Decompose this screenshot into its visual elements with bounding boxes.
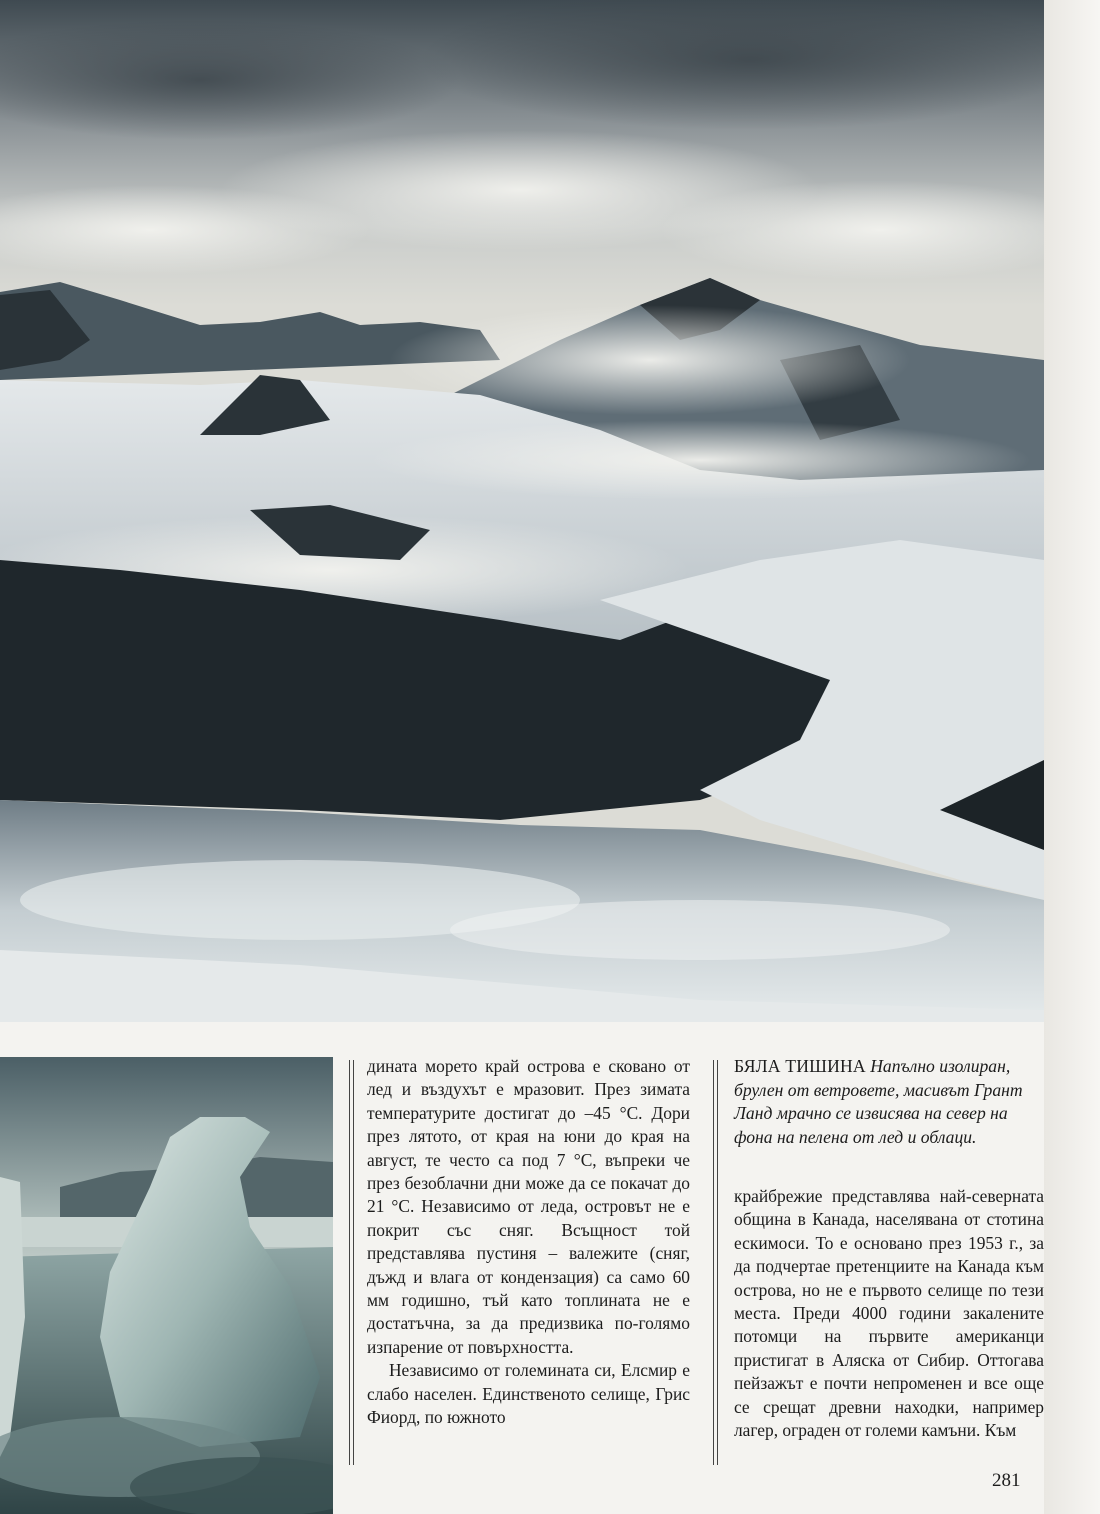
caption-text: Напълно изолиран, брулен от ветровете, масивът Грант Ланд мрачно се извисява на север на фона на пелена от лед и облаци. — [734, 1056, 1023, 1147]
column-rule — [713, 1060, 714, 1465]
column-rule — [717, 1060, 718, 1465]
column-rule — [349, 1060, 350, 1465]
iceberg-photograph — [0, 1057, 333, 1514]
text-column-right — [734, 1185, 1044, 1442]
paragraph: дината морето край острова е сковано от лед и въздухът е мразовит. През зимата температурите достигат до –45 °С. Дори през лятото, от края на юни до края на август, те често са под 7 °С, въпреки че през безоблачни дни може да се покачат до 21 °С. Независимо от леда, островът не е покрит със сняг. Всъщност той представлява пустиня – валежите (сняг, дъжд и влага от кондензация) са само 60 мм годишно, тъй като топлината не е достатъчна, за да предизвика по-голямо изпарение от повърхността. — [367, 1056, 690, 1357]
caption-title: БЯЛА ТИШИНА — [734, 1056, 866, 1076]
page-edge — [1044, 0, 1100, 1514]
photo-caption — [734, 1055, 1044, 1149]
text-column-middle — [367, 1055, 690, 1430]
paragraph: Независимо от големината си, Елсмир е слабо населен. Единственото селище, Грис Фиорд, по южното — [367, 1360, 690, 1428]
paragraph: крайбрежие представлява най-северната община в Канада, населявана от стотина ескимоси. То е основано през 1953 г., за да подчертае претенциите на Канада към острова, но не е първото селище по тези места. Преди 4000 години закалените потомци на първите американци пристигат в Аляска от Сибир. Оттогава пейзажът е почти непроменен и все още се срещат древни находки, например лагер, ограден от големи камъни. Към — [734, 1186, 1044, 1441]
page-number: 281 — [992, 1470, 1021, 1491]
ice-formation-image — [0, 1057, 333, 1514]
column-rule — [353, 1060, 354, 1465]
